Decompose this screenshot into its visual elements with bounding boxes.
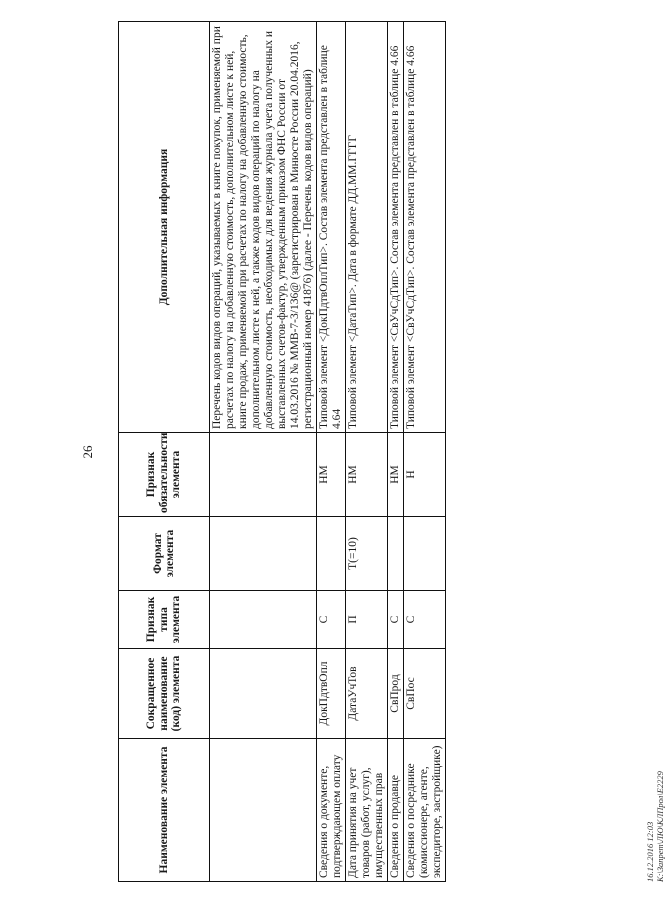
cell-code: ДокПдтвОпл xyxy=(317,649,346,739)
cell-info: Перечень кодов видов операций, указываемых в книге покупок, применяемой при расчетах по налогу на добавленную стоимость, дополнительном листе к ней, книге продаж, применяемой при расчетах по налогу на добавленную стоимость, дополнительном листе к ней, а также кодов видов операций по налогу на добавленную стоимость, необходимых для ведения журнала учета полученных и выставленных счетов-фактур, утвержденным приказом ФНС России от 14.03.2016 № ММВ-7-3/136@ (зарегистрирован в Минюсте России 20.04.2016, регистрационный номер 41876) (далее - Перечень кодов видов операций) xyxy=(210,22,317,433)
cell-info: Типовой элемент <ДатаТип>. Дата в формате ДД.ММ.ГГГГ xyxy=(346,22,388,433)
cell-code: СвПос xyxy=(404,649,446,739)
header-additional-info: Дополнительная информация xyxy=(119,22,210,433)
cell-type: С xyxy=(317,591,346,649)
cell-required: НМ xyxy=(388,433,404,517)
table-body xyxy=(210,22,446,882)
cell-type: С xyxy=(404,591,446,649)
cell-format: T(=10) xyxy=(346,517,388,591)
stamp-path: К:\Запрет\ЛЮ\КЛПрол\Е2229 xyxy=(655,771,665,882)
cell-format xyxy=(210,517,317,591)
cell-info: Типовой элемент <СвУчСдТип>. Состав элемента представлен в таблице 4.66 xyxy=(388,22,404,433)
cell-name: Сведения о документе, подтверждающем оплату xyxy=(317,739,346,882)
cell-required: Н xyxy=(404,433,446,517)
header-element-type: Признак типа элемента xyxy=(119,591,210,649)
cell-format xyxy=(388,517,404,591)
cell-name: Сведения о продавце xyxy=(388,739,404,882)
cell-code xyxy=(210,649,317,739)
cell-required: НМ xyxy=(346,433,388,517)
cell-format xyxy=(317,517,346,591)
elements-table xyxy=(118,21,446,882)
stamp-date: 16.12.2016 12:03 xyxy=(645,821,655,882)
page-number: 26 xyxy=(80,445,95,459)
header-element-required: Признак обязательности элемента xyxy=(119,433,210,517)
header-element-format: Формат элемента xyxy=(119,517,210,591)
table-header-row xyxy=(119,22,210,882)
table-row xyxy=(388,22,404,882)
document-page xyxy=(80,12,665,892)
cell-type: С xyxy=(388,591,404,649)
cell-type: П xyxy=(346,591,388,649)
cell-required xyxy=(210,433,317,517)
cell-name xyxy=(210,739,317,882)
cell-type xyxy=(210,591,317,649)
cell-info: Типовой элемент <СвУчСдТип>. Состав элемента представлен в таблице 4.66 xyxy=(404,22,446,433)
header-element-name: Наименование элемента xyxy=(119,739,210,882)
table-row xyxy=(210,22,317,882)
print-stamp xyxy=(645,771,665,882)
header-element-code: Сокращенное наименование (код) элемента xyxy=(119,649,210,739)
cell-name: Дата принятия на учет товаров (работ, услуг), имущественных прав xyxy=(346,739,388,882)
cell-code: ДатаУчТов xyxy=(346,649,388,739)
cell-info: Типовой элемент <ДокПдтвОплТип>. Состав элемента представлен в таблице 4.64 xyxy=(317,22,346,433)
cell-format xyxy=(404,517,446,591)
cell-required: НМ xyxy=(317,433,346,517)
table-row xyxy=(317,22,346,882)
table-header xyxy=(119,22,210,882)
cell-name: Сведения о посреднике (комиссионере, агенте, экспедиторе, застройщике) xyxy=(404,739,446,882)
table-row xyxy=(346,22,388,882)
table-row xyxy=(404,22,446,882)
cell-code: СвПрод xyxy=(388,649,404,739)
